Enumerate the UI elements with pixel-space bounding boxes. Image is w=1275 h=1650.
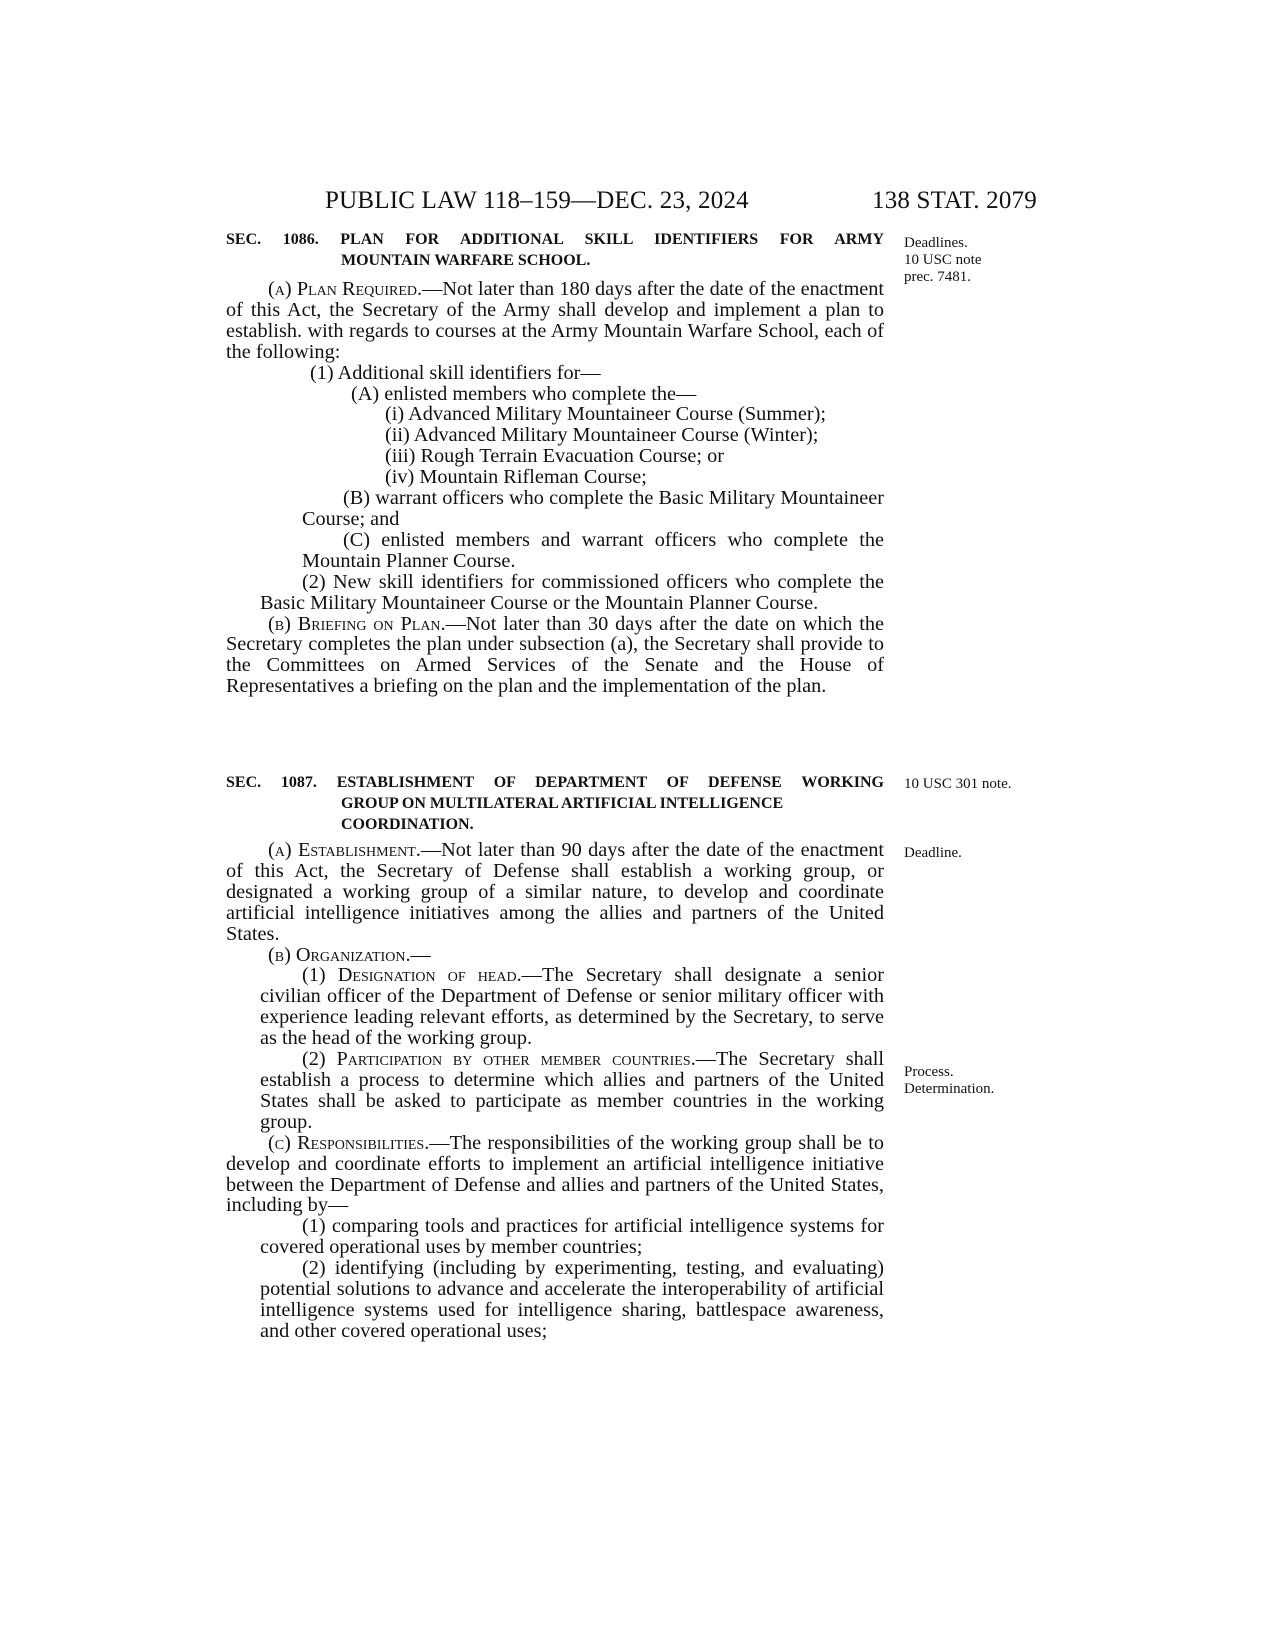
sec-1087-subsection-a — [226, 840, 884, 945]
sec-1087-heading — [226, 772, 884, 835]
sec-1087-subsection-b — [226, 945, 884, 966]
subsection-text: —The responsibilities of the working group shall be to develop and coordinate efforts to implement an artificial intelligence initiative between the Department of Defense and allies and partners of the United States, including by— — [226, 1131, 884, 1217]
margin-note-line: prec. 7481. — [904, 269, 972, 285]
sec-1086-paragraph-2: (2) New skill identifiers for commissioned officers who complete the Basic Military Mountaineer Course or the Mountain Planner Course. — [260, 570, 884, 614]
margin-note-line: Process. — [904, 1064, 954, 1080]
sec-1086-subsection-b — [226, 614, 884, 698]
sec-1087-margin-note-process — [904, 1064, 994, 1098]
sec-1086-heading-line2: MOUNTAIN WARFARE SCHOOL. — [341, 252, 591, 269]
paragraph-heading: (2) Participation by other member countries. — [302, 1048, 696, 1071]
sec-1086-subparagraph-C: (C) enlisted members and warrant officers who complete the Mountain Planner Course. — [302, 528, 884, 572]
sec-1087-margin-note-deadline: Deadline. — [904, 845, 962, 861]
sec-1086-subparagraph-A: (A) enlisted members who complete the— — [351, 382, 697, 405]
sec-1087-heading-line1: SEC. 1087. ESTABLISHMENT OF DEPARTMENT OF DEFENSE WORKING — [226, 774, 884, 791]
sec-1087-paragraph-c1: (1) comparing tools and practices for artificial intelligence systems for covered operational uses by member countries; — [260, 1215, 884, 1259]
subsection-heading: (b) Organization. — [268, 943, 411, 966]
sec-1087-heading-line2: GROUP ON MULTILATERAL ARTIFICIAL INTELLIGENCE — [341, 795, 784, 812]
sec-1086-heading — [226, 229, 884, 271]
subsection-heading: (a) Establishment. — [268, 839, 421, 861]
sec-1086-paragraph-1: (1) Additional skill identifiers for— — [310, 361, 601, 384]
subsection-text: — — [410, 943, 431, 966]
sec-1087-paragraph-b1 — [226, 965, 884, 1049]
sec-1087-paragraph-b2 — [226, 1049, 884, 1133]
sec-1086-subsection-a — [226, 279, 884, 363]
paragraph-text: —The Secretary shall designate a senior civilian officer of the Department of Defense or senior military officer with experience leading relevant efforts, as determined by the Secretary, to serve as the head of the working group. — [260, 964, 884, 1050]
sec-1086-subparagraph-B: (B) warrant officers who complete the Basic Military Mountaineer Course; and — [302, 487, 884, 530]
margin-note-line: 10 USC note — [904, 252, 982, 268]
sec-1086-body — [226, 279, 884, 697]
subsection-text: —Not later than 30 days after the date on which the Secretary completes the plan under subsection (a), the Secretary shall provide to the Committees on Armed Services of the Senate and the House of Representatives a briefing on the plan and the implementation of the plan. — [226, 612, 884, 698]
subsection-text: —Not later than 90 days after the date of the enactment of this Act, the Secretary of Defense shall establish a working group, or designated a working group of a similar nature, to develop and coordinate artificial intelligence initiatives among the allies and partners of the United States. — [226, 839, 885, 945]
sec-1086-heading-line1: SEC. 1086. PLAN FOR ADDITIONAL SKILL IDENTIFIERS FOR ARMY — [226, 231, 884, 248]
paragraph-text: —The Secretary shall establish a process to determine which allies and partners of the United States shall be asked to participate as member countries in the working group. — [260, 1048, 885, 1133]
margin-note-line: Deadlines. — [904, 235, 968, 251]
subsection-text: —Not later than 180 days after the date of the enactment of this Act, the Secretary of the Army shall develop and implement a plan to establish. with regards to courses at the Army Mountain Warfare School, each of the following: — [226, 278, 884, 363]
subsection-heading: (a) Plan Required. — [268, 278, 423, 300]
running-header-right: 138 STAT. 2079 — [872, 187, 1037, 214]
margin-note-line: Determination. — [904, 1081, 995, 1097]
paragraph-heading: (1) Designation of head. — [302, 964, 522, 987]
running-header-left: PUBLIC LAW 118–159—DEC. 23, 2024 — [325, 187, 749, 214]
sec-1087-heading-line3: COORDINATION. — [341, 816, 474, 833]
sec-1087-margin-note: 10 USC 301 note. — [904, 776, 1012, 792]
subsection-heading: (b) Briefing on Plan. — [268, 612, 446, 635]
sec-1086-clause-i: (i) Advanced Military Mountaineer Course (Summer); — [385, 403, 827, 426]
sec-1086-clause-ii: (ii) Advanced Military Mountaineer Course (Winter); — [385, 424, 819, 447]
sec-1087-subsection-c — [226, 1133, 884, 1217]
sec-1087-body — [226, 840, 884, 1342]
sec-1086-clause-iv: (iv) Mountain Rifleman Course; — [385, 466, 647, 489]
sec-1086-clause-iii: (iii) Rough Terrain Evacuation Course; or — [385, 445, 724, 468]
sec-1086-margin-note — [904, 235, 982, 286]
sec-1087-paragraph-c2: (2) identifying (including by experimenting, testing, and evaluating) potential solutions to advance and accelerate the interoperability of artificial intelligence systems used for intelligence sharing, battlespace awareness, and other covered operational uses; — [260, 1257, 884, 1342]
subsection-heading: (c) Responsibilities. — [268, 1131, 430, 1154]
